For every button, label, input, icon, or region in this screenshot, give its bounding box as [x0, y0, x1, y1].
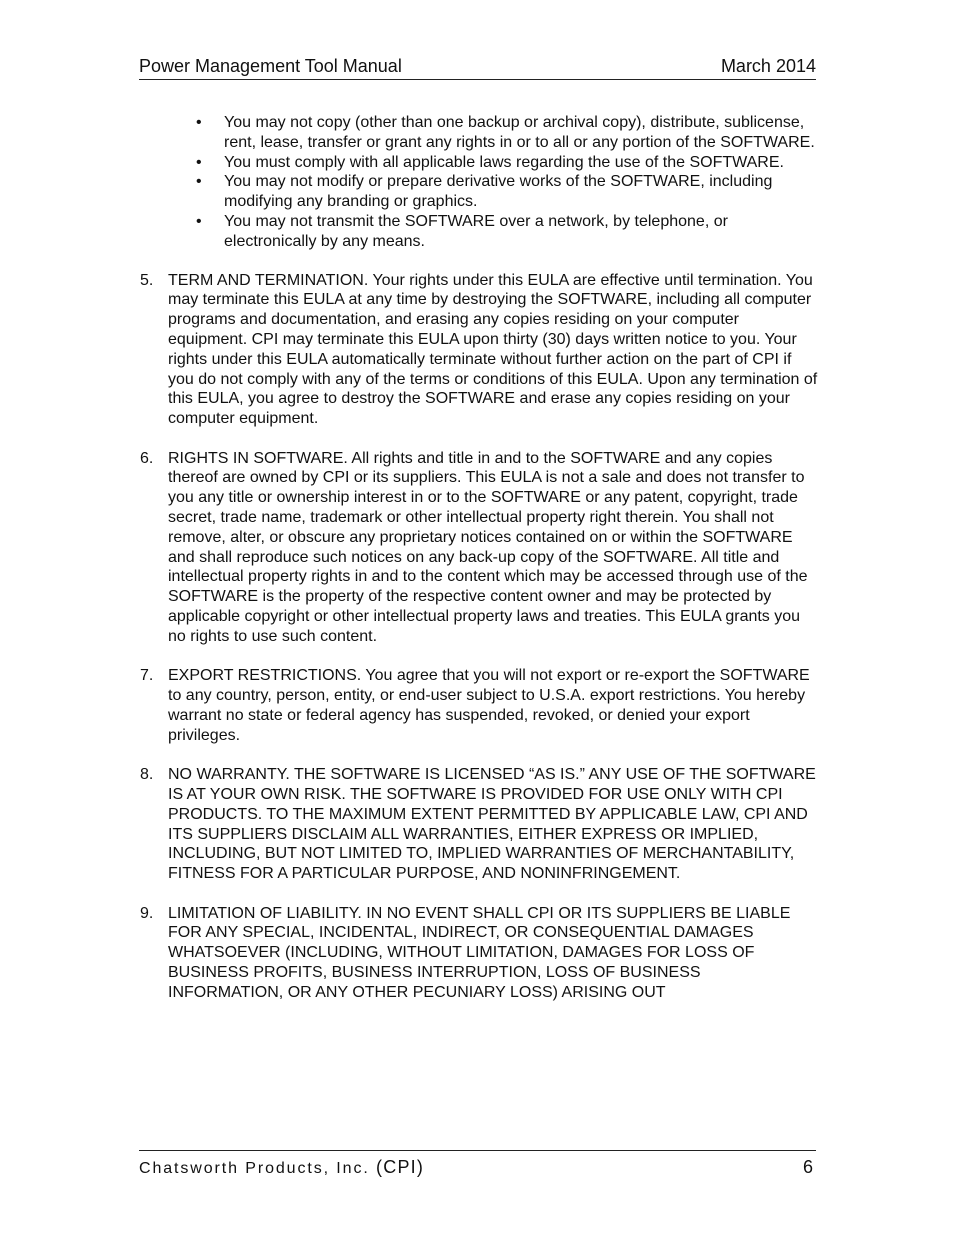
eula-section-export-restrictions	[139, 666, 819, 745]
page-content	[139, 113, 819, 1022]
page-header	[139, 55, 816, 80]
eula-section-no-warranty	[139, 765, 819, 884]
eula-section-rights-in-software	[139, 449, 819, 647]
restriction-bullet-list	[139, 113, 819, 252]
bullet-text: You may not copy (other than one backup or archival copy), distribute, sublicense, rent, lease, transfer or grant any rights in or to all or any portion of the SOFTWARE.	[224, 114, 815, 151]
eula-section-limitation-of-liability	[139, 904, 819, 1003]
page-number: 6	[802, 1157, 813, 1177]
bullet-icon: •	[196, 173, 202, 191]
document-date: March 2014	[720, 56, 816, 76]
company-name-line	[139, 1157, 424, 1179]
bullet-icon: •	[196, 212, 202, 230]
section-number: 8.	[140, 766, 154, 784]
section-text: NO WARRANTY. THE SOFTWARE IS LICENSED “AS IS.” ANY USE OF THE SOFTWARE IS AT YOUR OWN RISK. THE SOFTWARE IS PROVIDED FOR USE ONLY WITH CPI PRODUCTS. TO THE MAXIMUM EXTENT PERMITTED BY APPLICABLE LAW, CPI AND ITS SUPPLIERS DISCLAIM ALL WARRANTIES, EITHER EXPRESS OR IMPLIED, INCLUDING, BUT NOT LIMITED TO, IMPLIED WARRANTIES OF MERCHANTABILITY, FITNESS FOR A PARTICULAR PURPOSE, AND NONINFRINGEMENT.	[168, 766, 816, 883]
section-number: 5.	[140, 271, 154, 289]
bullet-text: You must comply with all applicable laws regarding the use of the SOFTWARE.	[224, 153, 784, 171]
company-abbreviation: (CPI)	[376, 1157, 425, 1177]
eula-section-term-and-termination	[139, 271, 819, 429]
section-number: 7.	[140, 667, 154, 685]
bullet-icon: •	[196, 114, 202, 131]
bullet-item	[139, 172, 819, 212]
company-name: Chatsworth Products, Inc.	[139, 1160, 370, 1177]
bullet-icon: •	[196, 153, 202, 171]
section-text: LIMITATION OF LIABILITY. IN NO EVENT SHALL CPI OR ITS SUPPLIERS BE LIABLE FOR ANY SPECIAL, INCIDENTAL, INDIRECT, OR CONSEQUENTIAL DAMAGES WHATSOEVER (INCLUDING, WITHOUT LIMITATION, DAMAGES FOR LOSS OF BUSINESS PROFITS, BUSINESS INTERRUPTION, LOSS OF BUSINESS INFORMATION, OR ANY OTHER PECUNIARY LOSS) ARISING OUT	[168, 904, 791, 1001]
section-text: EXPORT RESTRICTIONS. You agree that you will not export or re-export the SOFTWARE to any country, person, entity, or end-user subject to U.S.A. export restrictions. You hereby warrant no state or federal agency has suspended, revoked, or denied your export privileges.	[168, 667, 810, 744]
document-title: Power Management Tool Manual	[139, 56, 402, 76]
section-number: 6.	[140, 449, 154, 467]
eula-section-list	[139, 271, 819, 1003]
bullet-text: You may not transmit the SOFTWARE over a network, by telephone, or electronically by any means.	[224, 212, 728, 250]
bullet-item	[139, 113, 819, 153]
bullet-text: You may not modify or prepare derivative works of the SOFTWARE, including modifying any branding or graphics.	[224, 173, 773, 211]
section-number: 9.	[140, 904, 154, 922]
section-text: TERM AND TERMINATION. Your rights under this EULA are effective until termination. You may terminate this EULA at any time by destroying the SOFTWARE, including all computer programs and documentation, and erasing any copies residing on your computer equipment. CPI may terminate this EULA upon thirty (30) days written notice to you. Your rights under this EULA automatically terminate without further action on the part of CPI if you do not comply with any of the terms or conditions of this EULA. Upon any termination of this EULA, you agree to destroy the SOFTWARE and erase any copies residing on your computer equipment.	[168, 271, 818, 428]
bullet-item	[139, 212, 819, 252]
bullet-item	[139, 153, 819, 173]
page-footer	[139, 1150, 816, 1179]
section-text: RIGHTS IN SOFTWARE. All rights and title in and to the SOFTWARE and any copies thereof are owned by CPI or its suppliers. This EULA is not a sale and does not transfer to you any title or ownership interest in or to the SOFTWARE or any patent, copyright, trade secret, trade name, trademark or other intellectual property right therein. You shall not remove, alter, or obscure any proprietary notices contained on or within the SOFTWARE and shall reproduce such notices on any back-up copy of the SOFTWARE. All title and intellectual property rights in and to the content which may be accessed through use of the SOFTWARE is the property of the respective content owner and may be protected by applicable copyright or other intellectual property laws and treaties. This EULA grants you no rights to use such content.	[168, 449, 808, 645]
